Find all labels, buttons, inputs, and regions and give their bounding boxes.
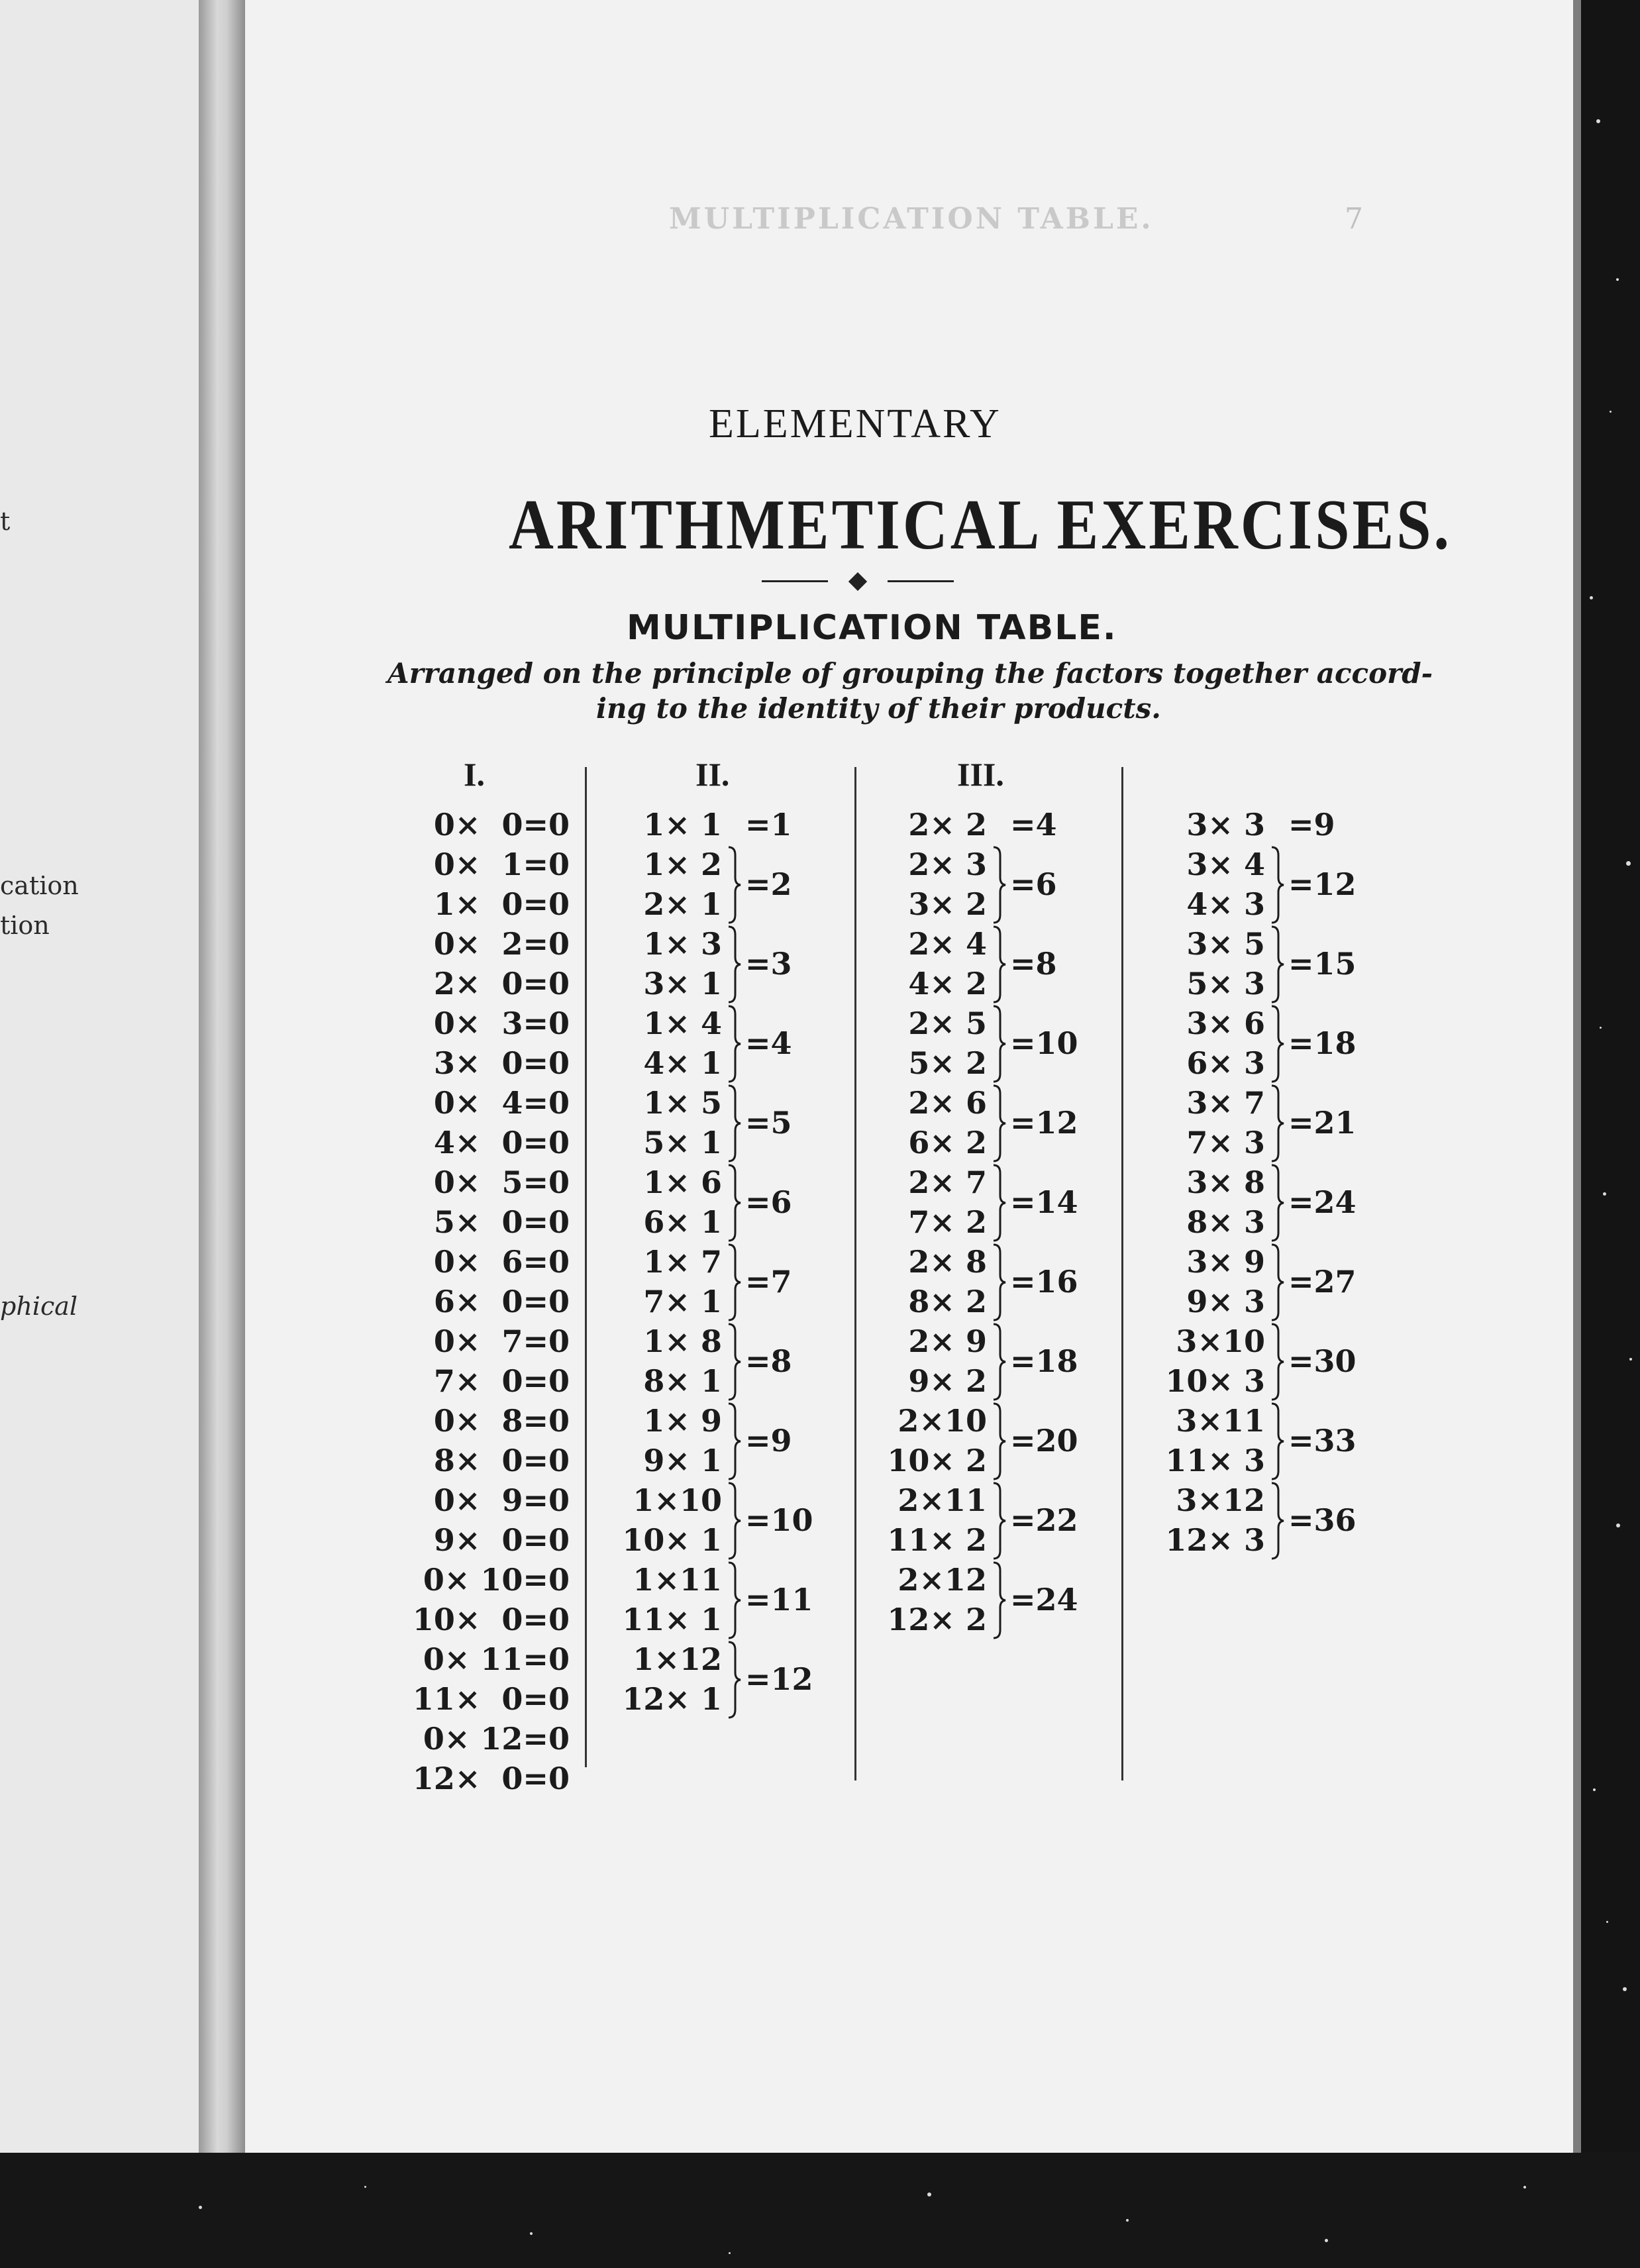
product-value: =12 bbox=[1010, 1105, 1078, 1141]
scan-dust-speck bbox=[1616, 1523, 1620, 1527]
grouping-brace bbox=[727, 1641, 742, 1719]
product-value: =2 bbox=[745, 866, 792, 902]
scan-dust-speck bbox=[1610, 411, 1612, 413]
equation-row: 9× 3 bbox=[1176, 1284, 1265, 1319]
left-page-fragment: t bbox=[0, 507, 11, 536]
equation-row: 1×12 bbox=[622, 1641, 722, 1677]
grouping-brace bbox=[992, 1243, 1007, 1321]
product-value: =10 bbox=[745, 1502, 813, 1538]
title-ornament bbox=[762, 575, 967, 588]
equation-row: 2× 0=0 bbox=[423, 966, 570, 1002]
equation-row: 2×10 bbox=[887, 1403, 987, 1439]
scan-dust-speck bbox=[199, 2206, 202, 2209]
product-value: =5 bbox=[745, 1105, 792, 1141]
grouping-brace bbox=[727, 1482, 742, 1560]
equation-row: 4× 2 bbox=[897, 966, 987, 1002]
grouping-brace bbox=[1270, 1005, 1285, 1083]
equation-row: 1× 1 bbox=[633, 807, 722, 843]
product-value: =6 bbox=[745, 1184, 792, 1220]
left-page-fragment: phical bbox=[0, 1292, 78, 1321]
scan-dust-speck bbox=[927, 2192, 931, 2196]
product-value: =22 bbox=[1010, 1502, 1078, 1538]
equation-row: 12× 3 bbox=[1165, 1522, 1265, 1558]
product-value: =18 bbox=[1010, 1343, 1078, 1379]
equation-row: 4× 3 bbox=[1176, 886, 1265, 922]
equation-row: 4× 1 bbox=[633, 1045, 722, 1081]
equation-row: 1× 8 bbox=[633, 1323, 722, 1359]
scan-dust-speck bbox=[530, 2232, 533, 2235]
scanner-bed-strip bbox=[0, 2153, 1640, 2268]
scan-dust-speck bbox=[1600, 1027, 1602, 1029]
grouping-brace bbox=[727, 1005, 742, 1083]
equation-row: 8× 1 bbox=[633, 1363, 722, 1399]
equation-row: 0× 4=0 bbox=[423, 1085, 570, 1121]
title-line-2: ARITHMETICAL EXERCISES. bbox=[509, 485, 1453, 564]
equation-row: 11× 0=0 bbox=[412, 1681, 570, 1717]
equation-row: 0× 12=0 bbox=[412, 1721, 570, 1757]
equation-row: 2× 9 bbox=[897, 1323, 987, 1359]
bleed-through-page-number: 7 bbox=[1345, 202, 1363, 236]
equation-row: 5× 3 bbox=[1176, 966, 1265, 1002]
equation-row: 11× 1 bbox=[622, 1602, 722, 1637]
equation-row: 7× 3 bbox=[1176, 1125, 1265, 1160]
product-value: =24 bbox=[1010, 1582, 1078, 1618]
subtitle-line-2: ing to the identity of their products. bbox=[596, 692, 1161, 725]
equation-row: 0× 11=0 bbox=[412, 1641, 570, 1677]
grouping-brace bbox=[1270, 1164, 1285, 1242]
equation-row: 2× 3 bbox=[897, 847, 987, 882]
equation-row: 12× 2 bbox=[887, 1602, 987, 1637]
equation-row: 4× 0=0 bbox=[423, 1125, 570, 1160]
scan-dust-speck bbox=[1616, 278, 1619, 281]
product-value: =4 bbox=[745, 1025, 792, 1061]
equation-row: 2× 2 bbox=[897, 807, 987, 843]
scan-dust-speck bbox=[1623, 1987, 1627, 1991]
equation-row: 6× 3 bbox=[1176, 1045, 1265, 1081]
scan-dust-speck bbox=[1523, 2186, 1526, 2189]
product-value: =33 bbox=[1288, 1423, 1357, 1459]
equation-row: 5× 0=0 bbox=[423, 1204, 570, 1240]
scan-dust-speck bbox=[1593, 1788, 1596, 1791]
scan-dust-speck bbox=[364, 2186, 366, 2188]
equation-row: 0× 1=0 bbox=[423, 847, 570, 882]
grouping-brace bbox=[1270, 1482, 1285, 1560]
scan-dust-speck bbox=[1629, 1358, 1632, 1361]
scan-dust-speck bbox=[1596, 119, 1600, 123]
equation-row: 3×12 bbox=[1165, 1482, 1265, 1518]
title-line-1: ELEMENTARY bbox=[709, 401, 1001, 446]
product-value: =4 bbox=[1010, 807, 1057, 843]
product-value: =12 bbox=[1288, 866, 1357, 902]
equation-row: 1× 2 bbox=[633, 847, 722, 882]
grouping-brace bbox=[992, 925, 1007, 1004]
equation-row: 3× 0=0 bbox=[423, 1045, 570, 1081]
equation-row: 5× 1 bbox=[633, 1125, 722, 1160]
product-value: =3 bbox=[745, 946, 792, 982]
equation-row: 0× 3=0 bbox=[423, 1005, 570, 1041]
scan-dust-speck bbox=[1325, 2239, 1328, 2242]
product-value: =21 bbox=[1288, 1105, 1357, 1141]
equation-row: 10× 3 bbox=[1165, 1363, 1265, 1399]
product-value: =7 bbox=[745, 1264, 792, 1300]
product-value: =9 bbox=[1288, 807, 1335, 843]
equation-row: 9× 1 bbox=[633, 1443, 722, 1478]
equation-row: 7× 1 bbox=[633, 1284, 722, 1319]
grouping-brace bbox=[1270, 925, 1285, 1004]
equation-row: 9× 0=0 bbox=[423, 1522, 570, 1558]
column-rule bbox=[854, 767, 856, 1780]
equation-row: 8× 3 bbox=[1176, 1204, 1265, 1240]
column-rule bbox=[585, 767, 587, 1767]
equation-row: 12× 0=0 bbox=[412, 1761, 570, 1796]
grouping-brace bbox=[1270, 1084, 1285, 1162]
grouping-brace bbox=[992, 1561, 1007, 1639]
equation-row: 1× 4 bbox=[633, 1005, 722, 1041]
product-value: =10 bbox=[1010, 1025, 1078, 1061]
equation-row: 2×11 bbox=[887, 1482, 987, 1518]
column-header-ii: II. bbox=[695, 756, 730, 793]
column-rule bbox=[1121, 767, 1123, 1780]
equation-row: 3× 1 bbox=[633, 966, 722, 1002]
equation-row: 1× 5 bbox=[633, 1085, 722, 1121]
product-value: =15 bbox=[1288, 946, 1357, 982]
product-value: =8 bbox=[745, 1343, 792, 1379]
equation-row: 12× 1 bbox=[622, 1681, 722, 1717]
product-value: =24 bbox=[1288, 1184, 1357, 1220]
product-value: =9 bbox=[745, 1423, 792, 1459]
equation-row: 2× 5 bbox=[897, 1005, 987, 1041]
equation-row: 3× 6 bbox=[1176, 1005, 1265, 1041]
product-value: =12 bbox=[745, 1661, 813, 1697]
equation-row: 1× 3 bbox=[633, 926, 722, 962]
scan-dust-speck bbox=[1590, 596, 1593, 599]
scan-dust-speck bbox=[1603, 1192, 1606, 1196]
equation-row: 0× 9=0 bbox=[423, 1482, 570, 1518]
equation-row: 1×10 bbox=[622, 1482, 722, 1518]
product-value: =16 bbox=[1010, 1264, 1078, 1300]
equation-row: 3× 9 bbox=[1176, 1244, 1265, 1280]
equation-row: 0× 7=0 bbox=[423, 1323, 570, 1359]
bleed-through-header: MULTIPLICATION TABLE. bbox=[669, 202, 1154, 236]
scan-dust-speck bbox=[1126, 2219, 1129, 2222]
grouping-brace bbox=[727, 1402, 742, 1480]
equation-row: 6× 0=0 bbox=[423, 1284, 570, 1319]
grouping-brace bbox=[727, 1164, 742, 1242]
equation-row: 1× 7 bbox=[633, 1244, 722, 1280]
equation-row: 11× 2 bbox=[887, 1522, 987, 1558]
equation-row: 1× 6 bbox=[633, 1164, 722, 1200]
product-value: =36 bbox=[1288, 1502, 1357, 1538]
equation-row: 7× 2 bbox=[897, 1204, 987, 1240]
equation-row: 6× 1 bbox=[633, 1204, 722, 1240]
equation-row: 2× 1 bbox=[633, 886, 722, 922]
equation-row: 2× 4 bbox=[897, 926, 987, 962]
equation-row: 3×10 bbox=[1165, 1323, 1265, 1359]
equation-row: 0× 0=0 bbox=[423, 807, 570, 843]
scan-dust-speck bbox=[729, 2252, 731, 2254]
equation-row: 0× 2=0 bbox=[423, 926, 570, 962]
grouping-brace bbox=[992, 1084, 1007, 1162]
grouping-brace bbox=[1270, 846, 1285, 924]
product-value: =30 bbox=[1288, 1343, 1357, 1379]
grouping-brace bbox=[727, 846, 742, 924]
grouping-brace bbox=[1270, 1243, 1285, 1321]
grouping-brace bbox=[1270, 1402, 1285, 1480]
grouping-brace bbox=[992, 1164, 1007, 1242]
product-value: =8 bbox=[1010, 946, 1057, 982]
equation-row: 5× 2 bbox=[897, 1045, 987, 1081]
equation-row: 10× 0=0 bbox=[412, 1602, 570, 1637]
product-value: =27 bbox=[1288, 1264, 1357, 1300]
equation-row: 8× 2 bbox=[897, 1284, 987, 1319]
equation-row: 3× 5 bbox=[1176, 926, 1265, 962]
equation-row: 2×12 bbox=[887, 1562, 987, 1598]
product-value: =18 bbox=[1288, 1025, 1357, 1061]
equation-row: 10× 1 bbox=[622, 1522, 722, 1558]
product-value: =11 bbox=[745, 1582, 813, 1618]
left-page-fragment: tion bbox=[0, 911, 50, 940]
product-value: =14 bbox=[1010, 1184, 1078, 1220]
equation-row: 7× 0=0 bbox=[423, 1363, 570, 1399]
left-page-fragment: cation bbox=[0, 871, 79, 900]
equation-row: 1× 0=0 bbox=[423, 886, 570, 922]
equation-row: 9× 2 bbox=[897, 1363, 987, 1399]
equation-row: 2× 8 bbox=[897, 1244, 987, 1280]
page-right-edge bbox=[1573, 0, 1581, 2153]
grouping-brace bbox=[727, 1323, 742, 1401]
product-value: =1 bbox=[745, 807, 792, 843]
equation-row: 2× 6 bbox=[897, 1085, 987, 1121]
grouping-brace bbox=[992, 1323, 1007, 1401]
grouping-brace bbox=[727, 925, 742, 1004]
equation-row: 1×11 bbox=[622, 1562, 722, 1598]
equation-row: 11× 3 bbox=[1165, 1443, 1265, 1478]
grouping-brace bbox=[727, 1243, 742, 1321]
equation-row: 3× 4 bbox=[1176, 847, 1265, 882]
equation-row: 0× 8=0 bbox=[423, 1403, 570, 1439]
grouping-brace bbox=[992, 1482, 1007, 1560]
equation-row: 0× 5=0 bbox=[423, 1164, 570, 1200]
equation-row: 3× 7 bbox=[1176, 1085, 1265, 1121]
grouping-brace bbox=[727, 1084, 742, 1162]
grouping-brace bbox=[1270, 1323, 1285, 1401]
column-header-iii: III. bbox=[957, 756, 1004, 793]
equation-row: 2× 7 bbox=[897, 1164, 987, 1200]
grouping-brace bbox=[727, 1561, 742, 1639]
product-value: =20 bbox=[1010, 1423, 1078, 1459]
left-page-gutter bbox=[199, 0, 245, 2153]
grouping-brace bbox=[992, 1402, 1007, 1480]
equation-row: 10× 2 bbox=[887, 1443, 987, 1478]
equation-row: 1× 9 bbox=[633, 1403, 722, 1439]
equation-row: 3×11 bbox=[1165, 1403, 1265, 1439]
equation-row: 3× 8 bbox=[1176, 1164, 1265, 1200]
subtitle-line-1: Arranged on the principle of grouping the factors together accord- bbox=[387, 657, 1433, 690]
scan-dust-speck bbox=[1626, 861, 1631, 866]
table-heading: MULTIPLICATION TABLE. bbox=[627, 608, 1117, 648]
grouping-brace bbox=[992, 1005, 1007, 1083]
equation-row: 3× 2 bbox=[897, 886, 987, 922]
scan-dust-speck bbox=[1606, 1921, 1608, 1923]
grouping-brace bbox=[992, 846, 1007, 924]
product-value: =6 bbox=[1010, 866, 1057, 902]
equation-row: 0× 6=0 bbox=[423, 1244, 570, 1280]
column-header-i: I. bbox=[464, 756, 485, 793]
equation-row: 3× 3 bbox=[1176, 807, 1265, 843]
equation-row: 6× 2 bbox=[897, 1125, 987, 1160]
equation-row: 0× 10=0 bbox=[412, 1562, 570, 1598]
equation-row: 8× 0=0 bbox=[423, 1443, 570, 1478]
